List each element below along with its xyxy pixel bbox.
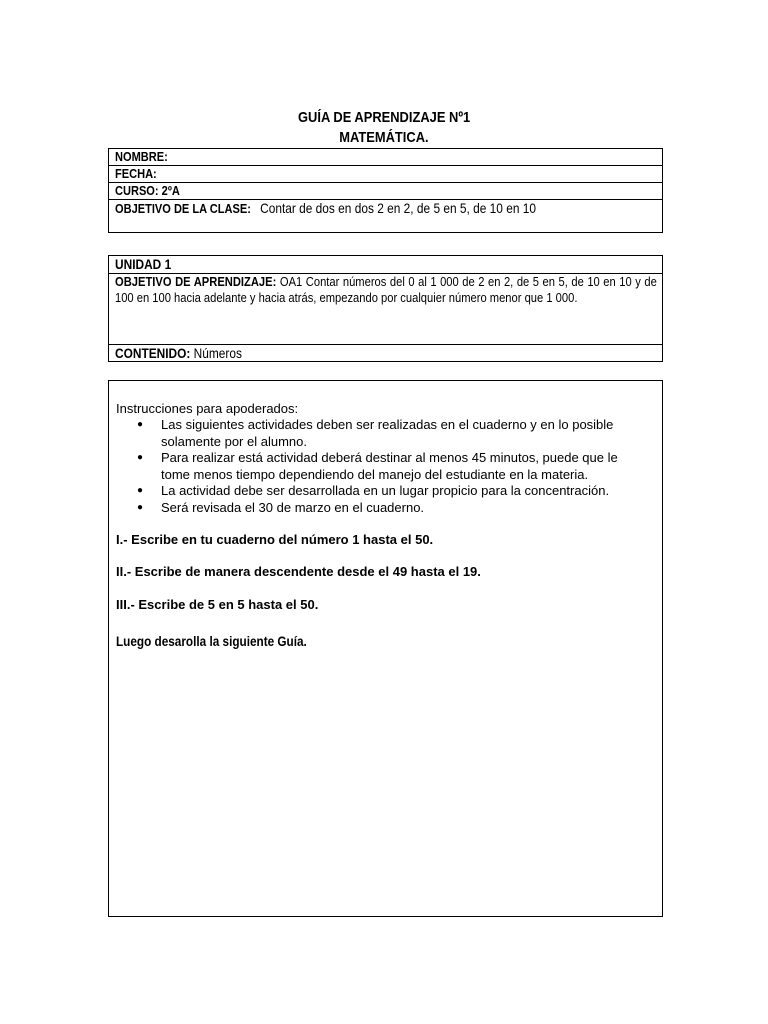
list-item: ● Para realizar está actividad deberá destinar al menos 45 minutos, puede que le tome menos tiempo dependiendo del manejo del estudiante en la materia.	[137, 450, 647, 483]
document-title: GUÍA DE APRENDIZAJE Nº1	[297, 109, 471, 126]
curso-cell	[109, 183, 663, 200]
fecha-label: FECHA:	[115, 166, 157, 181]
instructions-heading: Instrucciones para apoderados:	[116, 401, 299, 416]
unidad-cell	[109, 256, 663, 274]
contenido-value: Números	[193, 345, 242, 361]
oa-label: OBJETIVO DE APRENDIZAJE:	[115, 274, 277, 289]
unit-table	[108, 255, 663, 362]
closing-instruction: Luego desarolla la siguiente Guía.	[116, 633, 307, 649]
oa-text: OA1 Contar números del 0 al 1 000 de 2 en 2, de 5 en 5, de 10 en 10 y de 100 en 100 hacia adelante y hacia atrás, empezando por cualquier número menor que 1 000.	[115, 274, 657, 305]
task-2: II.- Escribe de manera descendente desde el 49 hasta el 19.	[116, 564, 481, 579]
contenido-cell	[109, 345, 663, 362]
task-3: III.- Escribe de 5 en 5 hasta el 50.	[116, 597, 319, 612]
curso-value: 2ºA	[161, 183, 180, 198]
student-info-table	[108, 148, 663, 233]
list-item: ● Las siguientes actividades deben ser realizadas en el cuaderno y en lo posible solamente por el alumno.	[137, 417, 647, 450]
instructions-box	[108, 380, 663, 917]
task-1: I.- Escribe en tu cuaderno del número 1 hasta el 50.	[116, 532, 434, 547]
objetivo-cell	[109, 200, 663, 233]
document-subject: MATEMÁTICA.	[339, 129, 429, 146]
instructions-list	[137, 417, 647, 516]
objetivo-label: OBJETIVO DE LA CLASE:	[115, 201, 251, 216]
list-item: ● Será revisada el 30 de marzo en el cuaderno.	[137, 500, 647, 517]
fecha-cell	[109, 166, 663, 183]
objetivo-value: Contar de dos en dos 2 en 2, de 5 en 5, de 10 en 10	[260, 200, 537, 216]
contenido-label: CONTENIDO:	[115, 345, 191, 361]
unidad-label: UNIDAD 1	[115, 256, 172, 272]
curso-label: CURSO:	[115, 183, 159, 198]
oa-cell	[109, 274, 663, 345]
nombre-label: NOMBRE:	[115, 149, 168, 164]
nombre-cell	[109, 149, 663, 166]
list-item: ● La actividad debe ser desarrollada en un lugar propicio para la concentración.	[137, 483, 647, 500]
